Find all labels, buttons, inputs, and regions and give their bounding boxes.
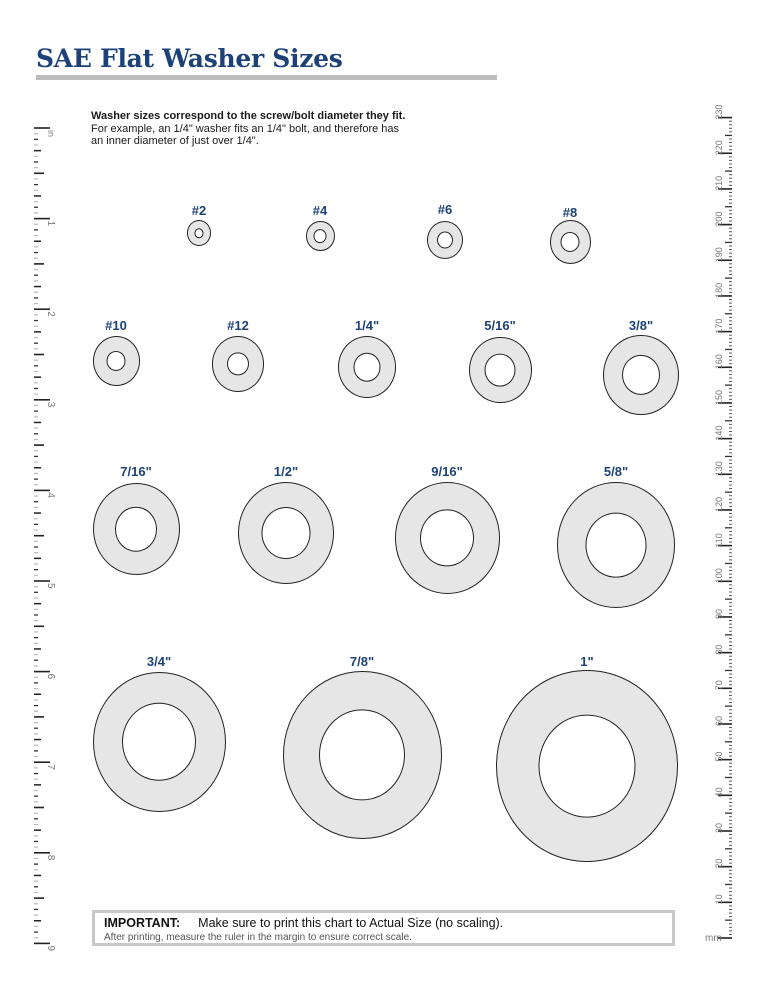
washer-hole	[437, 232, 453, 249]
washer-label: 1/4"	[354, 318, 380, 333]
washer-outer	[306, 221, 335, 252]
svg-text:9: 9	[45, 945, 56, 951]
svg-text:40: 40	[714, 787, 724, 798]
washer-label: 7/16"	[120, 464, 152, 479]
washer-label: 1"	[580, 654, 594, 669]
svg-text:8: 8	[45, 854, 56, 861]
washer-hole	[122, 703, 196, 781]
washer-outer	[93, 483, 180, 575]
intro-rest: For example, an 1/4" washer fits an 1/4" bolt, and therefore has an inner diameter of just over 1/4".	[91, 122, 400, 147]
washer-hole	[319, 709, 405, 800]
washer-outer	[187, 220, 211, 245]
svg-text:140: 140	[714, 425, 724, 441]
washer-label: 5/16"	[484, 318, 516, 333]
svg-text:100: 100	[714, 568, 724, 584]
washer-hole	[622, 355, 660, 395]
notice-line-2: After printing, measure the ruler in the margin to ensure correct scale.	[104, 932, 412, 943]
page-title: SAE Flat Washer Sizes	[36, 44, 343, 73]
svg-text:70: 70	[714, 680, 724, 691]
svg-text:6: 6	[45, 673, 56, 680]
svg-text:80: 80	[714, 644, 724, 655]
washer-hole	[561, 232, 580, 252]
washer-hole	[539, 715, 636, 818]
svg-text:2: 2	[45, 311, 56, 317]
washer-label: 7/8"	[349, 654, 375, 669]
washer-outer	[93, 672, 226, 813]
svg-text:120: 120	[714, 496, 724, 512]
washer-label: #2	[191, 203, 207, 218]
svg-text:60: 60	[714, 715, 724, 726]
washer-hole	[227, 352, 249, 375]
mm-ruler	[700, 104, 740, 950]
svg-text:90: 90	[714, 608, 724, 619]
svg-text:30: 30	[714, 822, 724, 833]
washer-label: 1/2"	[273, 464, 299, 479]
svg-text:20: 20	[714, 858, 724, 869]
svg-text:10: 10	[714, 894, 724, 905]
washer-outer	[212, 336, 264, 391]
washer-label: #12	[227, 318, 249, 333]
washer-outer	[469, 337, 532, 404]
svg-text:150: 150	[714, 389, 724, 405]
washer-outer	[550, 220, 591, 263]
washer-outer	[93, 336, 140, 386]
notice-line-1	[104, 916, 503, 930]
intro-text	[91, 110, 411, 148]
svg-text:220: 220	[714, 140, 724, 156]
washer-outer	[238, 482, 334, 584]
washer-label: #8	[562, 205, 578, 220]
svg-text:110: 110	[714, 533, 724, 548]
washer-outer	[557, 482, 675, 607]
washer-hole	[115, 507, 157, 552]
washer-outer	[603, 335, 679, 416]
washer-label: 3/4"	[146, 654, 172, 669]
svg-text:230: 230	[714, 104, 724, 120]
washer-outer	[395, 482, 500, 593]
svg-text:5: 5	[45, 583, 56, 589]
svg-text:190: 190	[714, 247, 724, 263]
washer-outer	[427, 221, 463, 259]
washer-outer	[338, 336, 396, 397]
washer-hole	[354, 353, 381, 382]
svg-text:1: 1	[45, 220, 56, 227]
washer-label: #4	[312, 203, 328, 218]
svg-text:50: 50	[714, 751, 724, 762]
title-underline	[36, 75, 497, 80]
svg-text:mm: mm	[705, 933, 722, 944]
svg-text:180: 180	[714, 282, 724, 298]
svg-text:in: in	[46, 130, 56, 138]
washer-label: 3/8"	[628, 318, 654, 333]
svg-text:210: 210	[714, 175, 724, 191]
notice-important-label: IMPORTANT:	[104, 916, 181, 930]
washer-hole	[420, 509, 474, 566]
svg-text:160: 160	[714, 354, 724, 370]
washer-hole	[262, 507, 311, 559]
washer-label: #6	[437, 202, 453, 217]
svg-text:130: 130	[714, 461, 724, 477]
notice-main-text: Make sure to print this chart to Actual Size (no scaling).	[198, 916, 504, 930]
washer-hole	[314, 229, 327, 243]
washer-hole	[485, 354, 516, 387]
washer-hole	[195, 228, 204, 238]
svg-text:4: 4	[45, 492, 56, 498]
washer-hole	[107, 351, 126, 371]
washer-label: 9/16"	[431, 464, 463, 479]
svg-text:7: 7	[45, 764, 56, 770]
svg-text:3: 3	[45, 401, 56, 408]
washer-label: #10	[105, 318, 127, 333]
inch-ruler	[30, 120, 70, 950]
washer-outer	[283, 671, 442, 840]
svg-text:170: 170	[714, 318, 724, 334]
intro-bold: Washer sizes correspond to the screw/bolt diameter they fit.	[91, 110, 406, 122]
important-notice	[92, 910, 675, 946]
washer-label: 5/8"	[603, 464, 629, 479]
svg-text:200: 200	[714, 211, 724, 227]
washer-hole	[586, 513, 647, 578]
washer-outer	[496, 670, 678, 863]
